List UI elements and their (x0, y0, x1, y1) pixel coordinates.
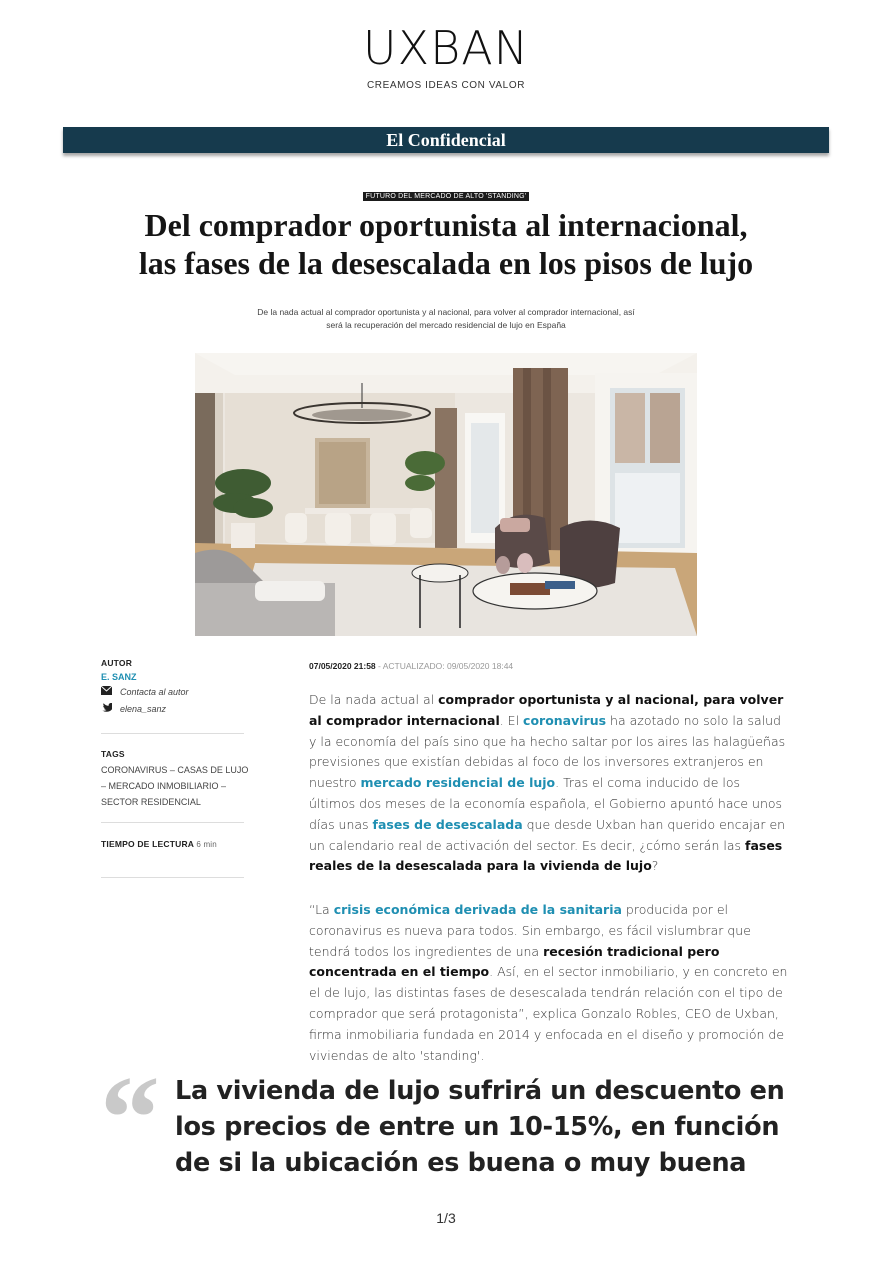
tags-list[interactable]: CORONAVIRUS – CASAS DE LUJO – MERCADO INMOBILIARIO – SECTOR RESIDENCIAL (101, 765, 249, 807)
page-number: 1/3 (436, 1210, 456, 1226)
envelope-icon (101, 686, 112, 697)
masthead-bar (63, 127, 829, 153)
inline-link[interactable]: crisis económica derivada de la sanitaria (333, 902, 622, 917)
text-run: . Tras el coma inducido de los últimos dos meses de la economía española, el Gobierno apuntó hace unos días unas (309, 775, 783, 832)
updated-date: - ACTUALIZADO: 09/05/2020 18:44 (375, 661, 514, 671)
text-run: ha azotado no solo la salud y la economía del país sino que ha hecho saltar por los aires las halagüeñas previsiones que existían debidas al foco de los inversores extranjeros en nuestro (309, 712, 786, 791)
text-run: ? (651, 858, 659, 874)
kicker-label: FUTURO DEL MERCADO DE ALTO 'STANDING' (363, 192, 530, 201)
article-paragraph-2 (309, 900, 789, 1066)
reading-time-label: TIEMPO DE LECTURA (101, 839, 194, 849)
publish-date: 07/05/2020 21:58 (309, 661, 376, 671)
twitter-link[interactable] (101, 703, 166, 714)
sidebar-divider (101, 733, 244, 734)
sidebar-divider (101, 877, 244, 878)
article-subtitle (220, 306, 672, 332)
quote-mark-icon: “ (100, 1051, 160, 1184)
text-run: “La (309, 902, 334, 917)
pull-quote: La vivienda de lujo sufrirá un descuento en los precios de entre un 10-15%, en función de si la ubicación es buena o muy buena (175, 1076, 785, 1178)
brand-tagline: CREAMOS IDEAS CON VALOR (366, 80, 526, 91)
article-kicker (0, 185, 892, 203)
inline-link[interactable]: fases de desescalada (372, 816, 523, 832)
headline-line-1: Del comprador oportunista al internacional, (144, 207, 748, 243)
subtitle-line-1: De la nada actual al comprador oportunista y al nacional, para volver al comprador internacional, así (257, 307, 635, 317)
inline-link[interactable]: coronavirus (523, 712, 607, 728)
reading-time-value: 6 min (196, 840, 217, 849)
text-run: De la nada actual al (309, 692, 439, 707)
article-dateline (309, 661, 513, 671)
sidebar-divider (101, 822, 244, 823)
contact-author-label: Contacta al autor (120, 686, 189, 697)
author-label: AUTOR (101, 658, 133, 668)
bold-text: recesión tradicional pero concentrada en el tiempo (309, 943, 720, 980)
twitter-handle: elena_sanz (120, 703, 167, 714)
bold-text: fases reales de la desescalada para la vivienda de lujo (309, 837, 783, 874)
twitter-icon (101, 703, 112, 714)
reading-time (101, 839, 217, 849)
text-run: . El (499, 712, 524, 728)
article-headline (60, 206, 832, 282)
contact-author-link[interactable] (101, 686, 189, 697)
text-run: . Así, en el sector inmobiliario, y en concreto en el de lujo, las distintas fases de desescalada tendrán relación con el tipo de comprador que será protagonista”, explica Gonzalo Robles, CEO de Uxban, firma inmobiliaria fundada en 2014 y enfocada en el diseño y promoción de viviendas de alto 'standing'. (309, 964, 788, 1063)
article-paragraph-1 (309, 690, 789, 877)
inline-link[interactable]: mercado residencial de lujo (360, 775, 556, 791)
headline-line-2: las fases de la desescalada en los pisos de lujo (138, 245, 754, 281)
text-run: producida por el coronavirus es nueva para todos. Sin embargo, es fácil vislumbrar que tendrá todos los ingredientes de una (309, 902, 751, 959)
uxban-logo: UXBAN (362, 21, 530, 75)
bold-text: comprador oportunista y al nacional, para volver al comprador internacional (309, 692, 784, 728)
text-run: que desde Uxban han querido encajar en un calendario real de activación del sector. Es decir, ¿cómo serán las (309, 816, 786, 853)
hero-image (195, 353, 697, 636)
subtitle-line-2: será la recuperación del mercado residencial de lujo en España (326, 320, 566, 330)
masthead-title: El Confidencial (386, 130, 506, 150)
tags-label: TAGS (101, 749, 125, 759)
author-name-link[interactable]: E. SANZ (101, 672, 137, 682)
